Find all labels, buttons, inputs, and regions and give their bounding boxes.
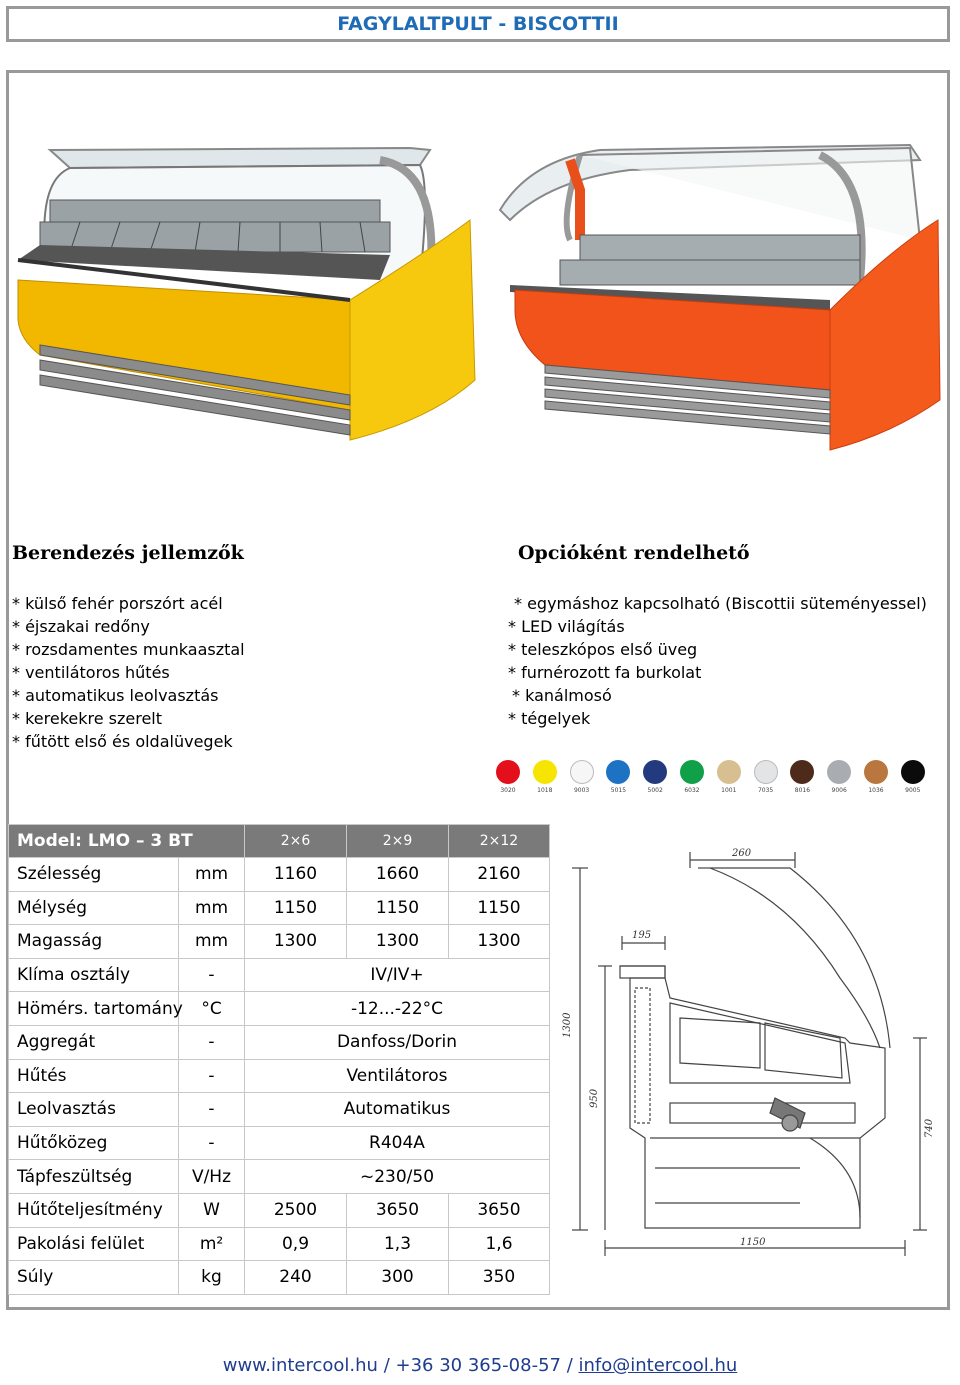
color-code-label: 8016	[794, 787, 811, 794]
spec-value: W	[179, 1193, 245, 1227]
spec-value: -	[179, 958, 245, 992]
spec-value: 1,3	[347, 1227, 449, 1261]
spec-value: 1150	[245, 891, 347, 925]
color-swatch	[533, 760, 557, 784]
spec-label: Hömérs. tartomány	[9, 992, 179, 1026]
color-code-label: 5015	[610, 787, 627, 794]
column-header: 2×6	[245, 825, 347, 858]
column-header: 2×12	[449, 825, 550, 858]
spec-value: 3650	[347, 1193, 449, 1227]
spec-value: -	[179, 1059, 245, 1093]
color-code-label: 1018	[537, 787, 553, 794]
feature-item: * éjszakai redőny	[12, 617, 150, 636]
feature-item: * ventilátoros hűtés	[12, 663, 170, 682]
spec-value: V/Hz	[179, 1160, 245, 1194]
yellow-display-case-image	[10, 140, 490, 450]
option-item: * furnérozott fa burkolat	[508, 663, 702, 682]
color-swatch	[643, 760, 667, 784]
color-swatch	[680, 760, 704, 784]
color-code-label: 1036	[868, 787, 884, 794]
spec-label: Magasság	[9, 925, 179, 959]
separator: /	[560, 1355, 579, 1376]
spec-label: Mélység	[9, 891, 179, 925]
spec-row	[9, 858, 550, 892]
website-link[interactable]: www.intercool.hu	[222, 1355, 378, 1376]
dim-label: 740	[924, 1118, 935, 1138]
spec-value: Automatikus	[245, 1093, 550, 1127]
column-header: 2×9	[347, 825, 449, 858]
spec-value: 1,6	[449, 1227, 550, 1261]
spec-value: kg	[179, 1261, 245, 1295]
color-swatch	[754, 760, 778, 784]
spec-value: 3650	[449, 1193, 550, 1227]
spec-value: 1300	[347, 925, 449, 959]
spec-label: Aggregát	[9, 1025, 179, 1059]
color-code-label: 9005	[905, 787, 921, 794]
features-heading: Berendezés jellemzők	[12, 542, 244, 564]
option-item: * egymáshoz kapcsolható (Biscottii süteményessel)	[514, 594, 927, 613]
spec-label: Leolvasztás	[9, 1093, 179, 1127]
spec-value: 1660	[347, 858, 449, 892]
color-swatches	[490, 760, 930, 800]
separator: /	[377, 1355, 396, 1376]
dim-label: 260	[732, 848, 752, 859]
spec-value: 1300	[449, 925, 550, 959]
color-code-label: 3020	[500, 787, 516, 794]
feature-item: * automatikus leolvasztás	[12, 686, 219, 705]
spec-row	[9, 992, 550, 1026]
spec-value: Danfoss/Dorin	[245, 1025, 550, 1059]
dim-label: 1300	[562, 1012, 573, 1038]
color-code-label: 6032	[684, 787, 700, 794]
spec-value: -	[179, 1126, 245, 1160]
spec-row	[9, 1059, 550, 1093]
dim-label: 1150	[740, 1237, 766, 1248]
spec-row	[9, 1093, 550, 1127]
page-title: FAGYLALTPULT - BISCOTTII	[6, 6, 950, 42]
color-code-label: 5002	[647, 787, 663, 794]
option-item: * tégelyek	[508, 709, 591, 728]
options-heading: Opcióként rendelhető	[518, 542, 750, 564]
option-item: * teleszkópos első üveg	[508, 640, 698, 659]
spec-row	[9, 1227, 550, 1261]
color-swatch	[496, 760, 520, 784]
color-swatch	[901, 760, 925, 784]
spec-value: -12...-22°C	[245, 992, 550, 1026]
dim-label: 950	[589, 1088, 600, 1108]
features-list	[12, 592, 245, 753]
feature-item: * külső fehér porszórt acél	[12, 594, 223, 613]
spec-value: 1160	[245, 858, 347, 892]
spec-value: mm	[179, 891, 245, 925]
spec-row	[9, 925, 550, 959]
spec-row	[9, 891, 550, 925]
spec-value: -	[179, 1025, 245, 1059]
model-name: Model: LMO – 3 BT	[9, 825, 245, 858]
spec-value: R404A	[245, 1126, 550, 1160]
feature-item: * fűtött első és oldalüvegek	[12, 732, 233, 751]
color-code-label: 9006	[831, 787, 847, 794]
footer-contact	[0, 1355, 960, 1376]
spec-value: -	[179, 1093, 245, 1127]
color-code-label: 9003	[573, 787, 590, 794]
color-swatch	[717, 760, 741, 784]
color-swatch	[827, 760, 851, 784]
spec-value: Ventilátoros	[245, 1059, 550, 1093]
orange-display-case-image	[490, 140, 945, 460]
spec-value: 350	[449, 1261, 550, 1295]
spec-value: 2500	[245, 1193, 347, 1227]
spec-header-row	[9, 825, 550, 858]
spec-row	[9, 1193, 550, 1227]
dim-label: 195	[632, 930, 652, 941]
feature-item: * rozsdamentes munkaasztal	[12, 640, 245, 659]
option-item: * kanálmosó	[512, 686, 612, 705]
spec-value: ~230/50	[245, 1160, 550, 1194]
spec-label: Hűtőközeg	[9, 1126, 179, 1160]
spec-value: 240	[245, 1261, 347, 1295]
spec-label: Klíma osztály	[9, 958, 179, 992]
spec-label: Szélesség	[9, 858, 179, 892]
color-swatch	[864, 760, 888, 784]
spec-value: °C	[179, 992, 245, 1026]
spec-label: Hűtőteljesítmény	[9, 1193, 179, 1227]
spec-value: m²	[179, 1227, 245, 1261]
spec-row	[9, 1126, 550, 1160]
spec-label: Hűtés	[9, 1059, 179, 1093]
options-list	[508, 592, 927, 730]
spec-value: IV/IV+	[245, 958, 550, 992]
color-code-label: 7035	[757, 787, 774, 794]
email-link[interactable]: info@intercool.hu	[578, 1355, 738, 1376]
spec-label: Pakolási felület	[9, 1227, 179, 1261]
spec-value: mm	[179, 925, 245, 959]
spec-row	[9, 1025, 550, 1059]
feature-item: * kerekekre szerelt	[12, 709, 163, 728]
color-swatch	[606, 760, 630, 784]
spec-value: mm	[179, 858, 245, 892]
color-code-label: 1001	[721, 787, 737, 794]
color-swatch	[790, 760, 814, 784]
spec-label: Súly	[9, 1261, 179, 1295]
spec-value: 1300	[245, 925, 347, 959]
spec-value: 0,9	[245, 1227, 347, 1261]
spec-value: 2160	[449, 858, 550, 892]
spec-row	[9, 1160, 550, 1194]
spec-row	[9, 1261, 550, 1295]
cross-section-diagram	[560, 838, 945, 1258]
option-item: * LED világítás	[508, 617, 625, 636]
spec-value: 1150	[449, 891, 550, 925]
spec-value: 300	[347, 1261, 449, 1295]
color-swatch	[570, 760, 594, 784]
phone-number: +36 30 365-08-57	[395, 1355, 561, 1376]
spec-table	[8, 824, 550, 1295]
spec-row	[9, 958, 550, 992]
spec-label: Tápfeszültség	[9, 1160, 179, 1194]
spec-value: 1150	[347, 891, 449, 925]
